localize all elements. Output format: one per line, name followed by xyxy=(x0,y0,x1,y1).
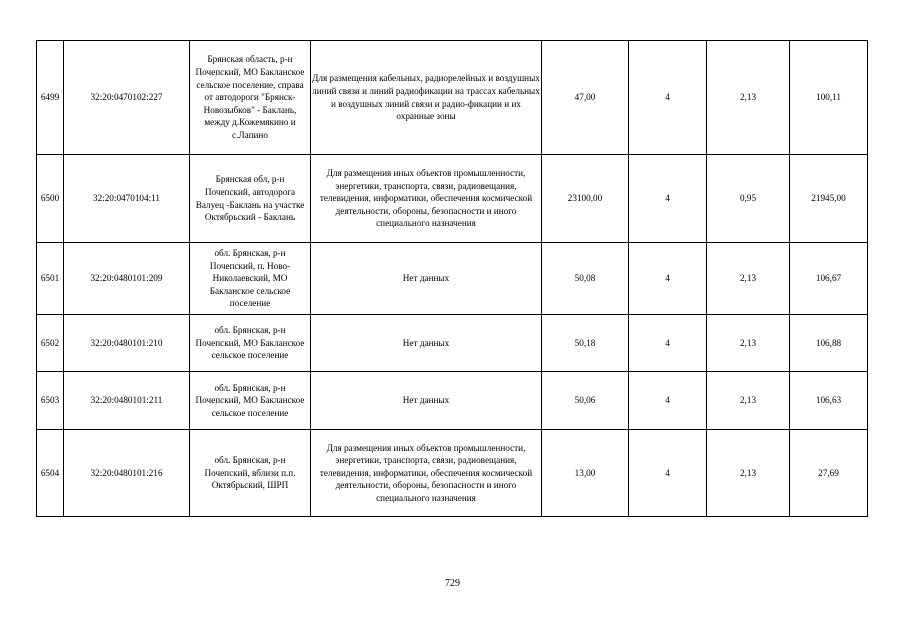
group: 4 xyxy=(629,430,707,517)
value: 100,11 xyxy=(790,41,868,155)
area: 23100,00 xyxy=(542,155,629,243)
permitted-use: Для размещения кабельных, радиорелейных и воздушных линий связи и линий радиофикации на трассах кабельных и воздушных линий связи и радио-фикации и их охранные зоны xyxy=(311,41,542,155)
row-number: 6502 xyxy=(37,315,64,372)
cadastral-number: 32:20:0470102:227 xyxy=(64,41,190,155)
table-row xyxy=(37,243,868,315)
land-registry-table xyxy=(36,40,868,517)
table-row xyxy=(37,155,868,243)
cadastral-number: 32:20:0470104:11 xyxy=(64,155,190,243)
area: 50,06 xyxy=(542,372,629,430)
rate: 2,13 xyxy=(707,243,790,315)
page-number: 729 xyxy=(445,578,460,589)
value: 106,63 xyxy=(790,372,868,430)
value: 21945,00 xyxy=(790,155,868,243)
permitted-use: Нет данных xyxy=(311,372,542,430)
address: обл. Брянская, р-н Почепский, МО Бакланское сельское поселение xyxy=(190,372,311,430)
group: 4 xyxy=(629,243,707,315)
address: обл. Брянская, р-н Почепский, п. Ново-Николаевский, МО Бакланское сельское поселение xyxy=(190,243,311,315)
area: 13,00 xyxy=(542,430,629,517)
rate: 2,13 xyxy=(707,430,790,517)
table-row xyxy=(37,315,868,372)
rate: 2,13 xyxy=(707,315,790,372)
table-row xyxy=(37,430,868,517)
row-number: 6503 xyxy=(37,372,64,430)
value: 27,69 xyxy=(790,430,868,517)
rate: 2,13 xyxy=(707,372,790,430)
row-number: 6504 xyxy=(37,430,64,517)
table-row xyxy=(37,372,868,430)
area: 50,18 xyxy=(542,315,629,372)
group: 4 xyxy=(629,372,707,430)
cadastral-number: 32:20:0480101:210 xyxy=(64,315,190,372)
rate: 2,13 xyxy=(707,41,790,155)
table-row xyxy=(37,41,868,155)
group: 4 xyxy=(629,155,707,243)
cadastral-number: 32:20:0480101:216 xyxy=(64,430,190,517)
address: обл. Брянская, р-н Почепский, вблизи п.п. Октябрьский, ШРП xyxy=(190,430,311,517)
rate: 0,95 xyxy=(707,155,790,243)
permitted-use: Для размещения иных объектов промышленности, энергетики, транспорта, связи, радиовещания, телевидения, информатики, обеспечения космической деятельности, обороны, безопасности и иного специального назначения xyxy=(311,430,542,517)
group: 4 xyxy=(629,315,707,372)
row-number: 6500 xyxy=(37,155,64,243)
address: обл. Брянская, р-н Почепский, МО Бакланское сельское поселение xyxy=(190,315,311,372)
permitted-use: Нет данных xyxy=(311,243,542,315)
area: 47,00 xyxy=(542,41,629,155)
permitted-use: Для размещения иных объектов промышленности, энергетики, транспорта, связи, радиовещания, телевидения, информатики, обеспечения космической деятельности, обороны, безопасности и иного специального назначения xyxy=(311,155,542,243)
address: Брянская обл, р-н Почепский, автодорога Валуец -Баклань на участке Октябрьский - Баклань xyxy=(190,155,311,243)
address: Брянская область, р-н Почепский, МО Бакланское сельское поселение, справа от автодороги "Брянск-Новозыбков" - Баклань, между д.Кожемякино и с.Лапино xyxy=(190,41,311,155)
cadastral-number: 32:20:0480101:211 xyxy=(64,372,190,430)
value: 106,88 xyxy=(790,315,868,372)
cadastral-number: 32:20:0480101:209 xyxy=(64,243,190,315)
value: 106,67 xyxy=(790,243,868,315)
row-number: 6499 xyxy=(37,41,64,155)
group: 4 xyxy=(629,41,707,155)
area: 50,08 xyxy=(542,243,629,315)
row-number: 6501 xyxy=(37,243,64,315)
permitted-use: Нет данных xyxy=(311,315,542,372)
